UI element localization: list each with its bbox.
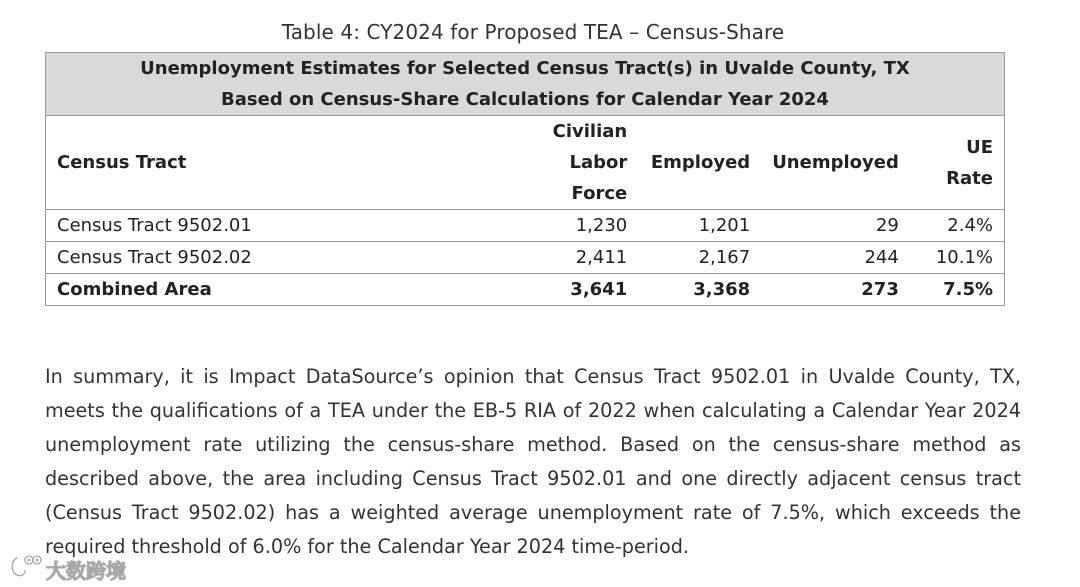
summary-paragraph: In summary, it is Impact DataSource’s opinion that Census Tract 9502.01 in Uvalde County, TX, meets the qualifications of a TEA under the EB-5 RIA of 2022 when calculating a Calendar Year 2024 unemployment rate utilizing the census-share method. Based on the census-share method as described above, the area including Census Tract 9502.01 and one directly adjacent census tract (Census Tract 9502.02) has a weighted average unemployment rate of 7.5%, which exceeds the required threshold of 6.0% for the Calendar Year 2024 time-period. [45, 365, 1021, 559]
table-row [46, 242, 1005, 274]
cell-tract: Combined Area [46, 274, 539, 306]
watermark-text: 大数跨境 [46, 558, 126, 583]
table-title-row [46, 53, 1005, 116]
cell-employed: 2,167 [638, 242, 761, 274]
table-row [46, 210, 1005, 242]
table-row-combined [46, 274, 1005, 306]
cell-tract: Census Tract 9502.02 [46, 242, 539, 274]
table-caption: Table 4: CY2024 for Proposed TEA – Census-Share [281, 20, 785, 44]
header-civilian-labor-force [538, 116, 638, 210]
watermark [8, 553, 126, 585]
cell-labor-force: 3,641 [538, 274, 638, 306]
cell-tract: Census Tract 9502.01 [46, 210, 539, 242]
watermark-logo-icon [8, 553, 42, 585]
unemployment-table [45, 52, 1005, 306]
header-unemployed: Unemployed [761, 116, 910, 210]
header-labor-force-line-3: Force [571, 183, 628, 204]
table-title [46, 53, 1005, 116]
header-ue-rate-line-2: Rate [946, 167, 993, 189]
header-ue-rate [910, 116, 1005, 210]
cell-employed: 3,368 [638, 274, 761, 306]
table-title-line-1: Unemployment Estimates for Selected Census Tract(s) in Uvalde County, TX [140, 58, 910, 79]
cell-ue-rate: 10.1% [910, 242, 1005, 274]
header-labor-force-line-1: Civilian [552, 121, 628, 142]
header-labor-force-line-2: Labor [569, 152, 628, 173]
cell-labor-force: 1,230 [538, 210, 638, 242]
table-title-line-2: Based on Census-Share Calculations for Calendar Year 2024 [221, 89, 829, 110]
cell-ue-rate: 7.5% [910, 274, 1005, 306]
cell-ue-rate: 2.4% [910, 210, 1005, 242]
header-census-tract: Census Tract [46, 116, 539, 210]
table-header-row [46, 116, 1005, 210]
header-employed: Employed [638, 116, 761, 210]
cell-unemployed: 244 [761, 242, 910, 274]
cell-labor-force: 2,411 [538, 242, 638, 274]
cell-unemployed: 273 [761, 274, 910, 306]
cell-employed: 1,201 [638, 210, 761, 242]
cell-unemployed: 29 [761, 210, 910, 242]
header-ue-rate-line-1: UE [966, 136, 993, 158]
